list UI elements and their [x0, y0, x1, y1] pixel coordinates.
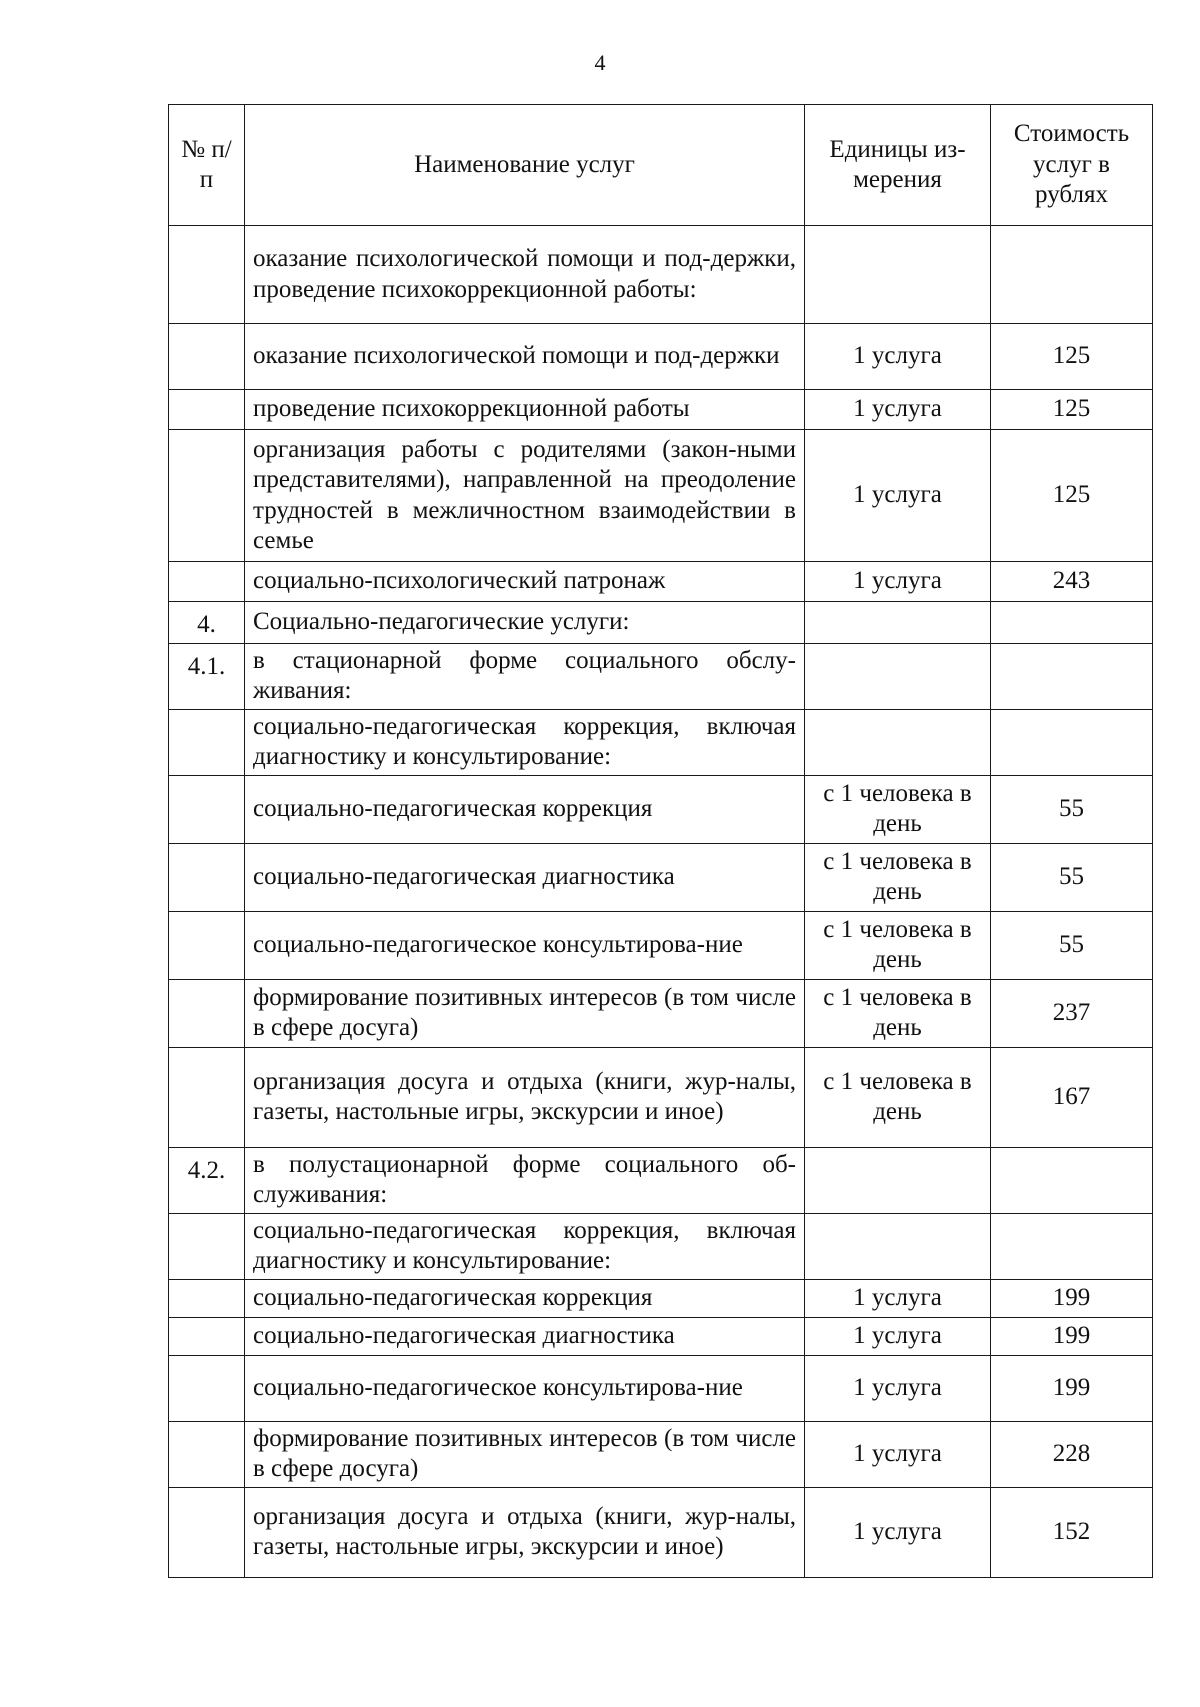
unit-cell: [805, 643, 991, 709]
table-row: [169, 602, 1153, 644]
row-number-cell: 4.: [169, 602, 245, 644]
row-number-cell: [169, 1355, 245, 1421]
row-number-cell: [169, 1317, 245, 1355]
row-number-cell: [169, 979, 245, 1047]
row-number-cell: [169, 1213, 245, 1279]
unit-cell: с 1 человека в день: [805, 843, 991, 911]
unit-cell: 1 услуга: [805, 1317, 991, 1355]
price-cell: 228: [991, 1421, 1153, 1487]
table-row: [169, 430, 1153, 562]
price-cell: [991, 1213, 1153, 1279]
price-cell: 199: [991, 1355, 1153, 1421]
unit-cell: с 1 человека в день: [805, 1047, 991, 1147]
table-row: [169, 1487, 1153, 1577]
table-row: [169, 843, 1153, 911]
row-number-cell: [169, 390, 245, 430]
unit-cell: 1 услуга: [805, 1421, 991, 1487]
row-number-cell: 4.1.: [169, 643, 245, 709]
price-cell: 199: [991, 1317, 1153, 1355]
service-name-cell: в полустационарной форме социального об-служивания:: [245, 1147, 805, 1213]
table-row: [169, 1355, 1153, 1421]
row-number-cell: [169, 1279, 245, 1317]
row-number-cell: [169, 1047, 245, 1147]
table-row: [169, 643, 1153, 709]
unit-cell: 1 услуга: [805, 324, 991, 390]
service-name-cell: организация работы с родителями (закон-ными представителями), направленной на преодоление трудностей в межличностном взаимодействии в семье: [245, 430, 805, 562]
row-number-cell: [169, 226, 245, 324]
table-row: [169, 709, 1153, 775]
price-cell: 199: [991, 1279, 1153, 1317]
unit-cell: 1 услуга: [805, 430, 991, 562]
service-name-cell: социально-педагогическая коррекция, включая диагностику и консультирование:: [245, 709, 805, 775]
service-name-cell: оказание психологической помощи и под-держки, проведение психокоррекционной работы:: [245, 226, 805, 324]
table-row: [169, 390, 1153, 430]
table-row: [169, 911, 1153, 979]
price-cell: [991, 602, 1153, 644]
unit-cell: 1 услуга: [805, 1279, 991, 1317]
service-name-cell: организация досуга и отдыха (книги, жур-налы, газеты, настольные игры, экскурсии и иное): [245, 1487, 805, 1577]
service-name-cell: проведение психокоррекционной работы: [245, 390, 805, 430]
price-cell: 125: [991, 324, 1153, 390]
service-name-cell: в стационарной форме социального обслу-живания:: [245, 643, 805, 709]
table-row: [169, 1317, 1153, 1355]
table-row: [169, 1147, 1153, 1213]
unit-cell: [805, 1213, 991, 1279]
price-cell: 55: [991, 911, 1153, 979]
table-row: [169, 1047, 1153, 1147]
price-cell: 243: [991, 562, 1153, 602]
row-number-cell: [169, 843, 245, 911]
header-name: Наименование услуг: [245, 105, 805, 226]
row-number-cell: [169, 1487, 245, 1577]
table-row: [169, 1213, 1153, 1279]
service-name-cell: социально-педагогическая диагностика: [245, 843, 805, 911]
price-cell: 167: [991, 1047, 1153, 1147]
table-row: [169, 775, 1153, 843]
row-number-cell: [169, 324, 245, 390]
service-name-cell: социально-педагогическая коррекция: [245, 1279, 805, 1317]
table-row: [169, 562, 1153, 602]
row-number-cell: [169, 911, 245, 979]
unit-cell: с 1 человека в день: [805, 775, 991, 843]
service-name-cell: формирование позитивных интересов (в том числе в сфере досуга): [245, 1421, 805, 1487]
unit-cell: с 1 человека в день: [805, 979, 991, 1047]
service-name-cell: организация досуга и отдыха (книги, жур-налы, газеты, настольные игры, экскурсии и иное): [245, 1047, 805, 1147]
page-number: 4: [594, 50, 606, 75]
price-cell: [991, 226, 1153, 324]
row-number-cell: 4.2.: [169, 1147, 245, 1213]
unit-cell: [805, 1147, 991, 1213]
price-cell: 152: [991, 1487, 1153, 1577]
price-cell: [991, 643, 1153, 709]
row-number-cell: [169, 1421, 245, 1487]
unit-cell: 1 услуга: [805, 562, 991, 602]
service-name-cell: социально-педагогическое консультирова-ние: [245, 1355, 805, 1421]
price-cell: 237: [991, 979, 1153, 1047]
service-name-cell: социально-педагогическое консультирова-ние: [245, 911, 805, 979]
service-name-cell: формирование позитивных интересов (в том числе в сфере досуга): [245, 979, 805, 1047]
services-price-table: [168, 104, 1153, 1578]
price-cell: [991, 709, 1153, 775]
price-cell: 55: [991, 843, 1153, 911]
price-cell: 125: [991, 430, 1153, 562]
service-name-cell: социально-педагогическая диагностика: [245, 1317, 805, 1355]
row-number-cell: [169, 775, 245, 843]
table-body: [169, 226, 1153, 1578]
price-cell: 55: [991, 775, 1153, 843]
unit-cell: [805, 602, 991, 644]
service-name-cell: социально-психологический патронаж: [245, 562, 805, 602]
row-number-cell: [169, 562, 245, 602]
unit-cell: [805, 709, 991, 775]
table-header-row: [169, 105, 1153, 226]
table-row: [169, 226, 1153, 324]
service-name-cell: оказание психологической помощи и под-держки: [245, 324, 805, 390]
row-number-cell: [169, 709, 245, 775]
header-unit: Единицы из-мерения: [805, 105, 991, 226]
price-cell: [991, 1147, 1153, 1213]
table-row: [169, 324, 1153, 390]
unit-cell: [805, 226, 991, 324]
price-cell: 125: [991, 390, 1153, 430]
service-name-cell: Социально-педагогические услуги:: [245, 602, 805, 644]
table-row: [169, 1421, 1153, 1487]
table-row: [169, 1279, 1153, 1317]
unit-cell: 1 услуга: [805, 1355, 991, 1421]
unit-cell: 1 услуга: [805, 390, 991, 430]
service-name-cell: социально-педагогическая коррекция, включая диагностику и консультирование:: [245, 1213, 805, 1279]
header-num: № п/п: [169, 105, 245, 226]
unit-cell: с 1 человека в день: [805, 911, 991, 979]
service-name-cell: социально-педагогическая коррекция: [245, 775, 805, 843]
unit-cell: 1 услуга: [805, 1487, 991, 1577]
table-row: [169, 979, 1153, 1047]
row-number-cell: [169, 430, 245, 562]
header-price: Стоимость услуг в рублях: [991, 105, 1153, 226]
